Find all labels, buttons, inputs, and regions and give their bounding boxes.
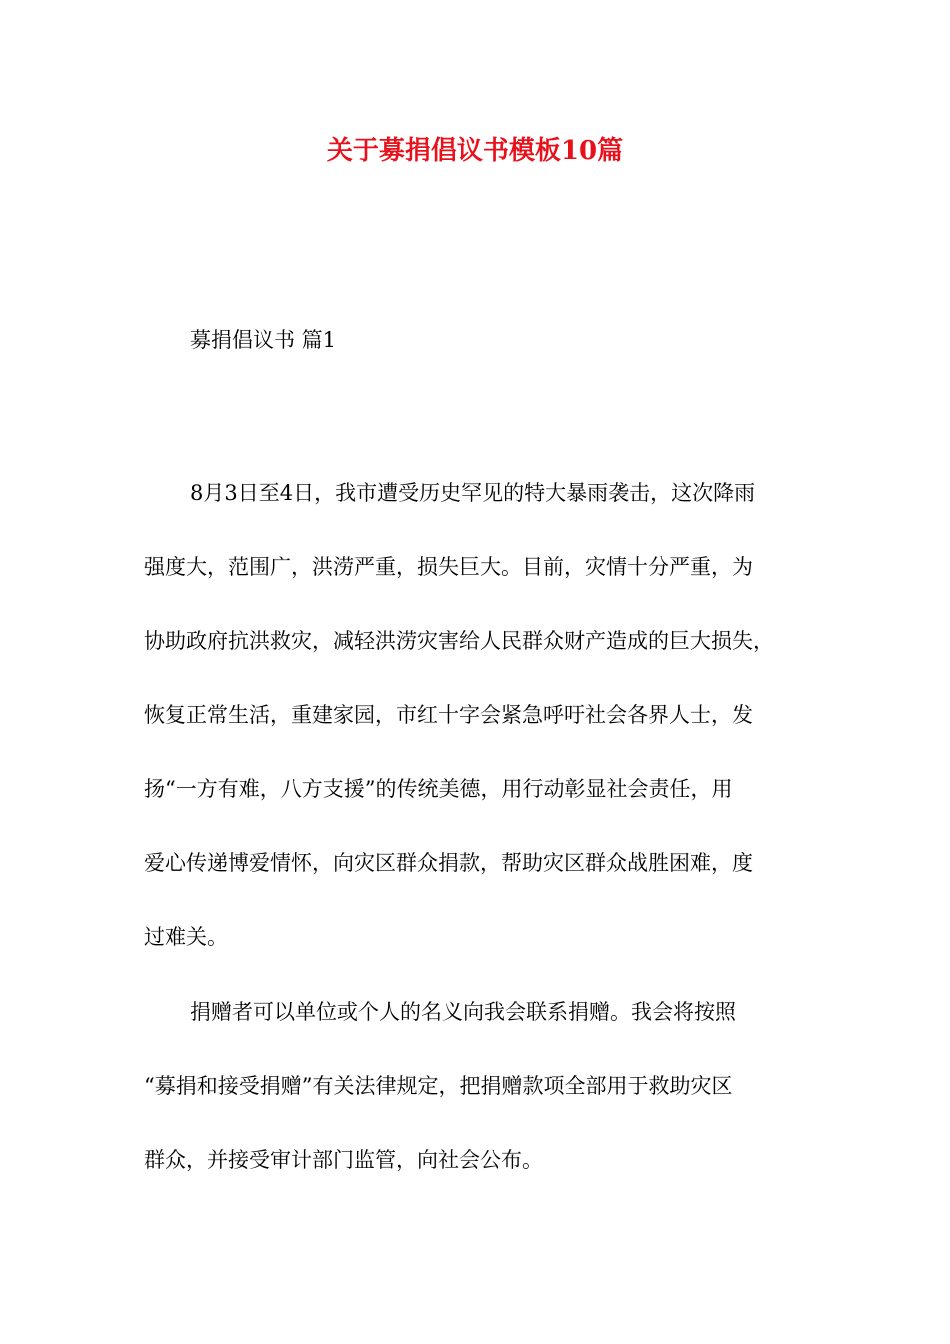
paragraph-1 [144,456,814,974]
paragraph-line: “募捐和接受捐赠”有关法律规定，把捐赠款项全部用于救助灾区 [144,1074,733,1098]
paragraph-line: 8月3日至4日，我市遭受历史罕见的特大暴雨袭击，这次降雨 [190,481,756,505]
paragraph-2 [144,975,814,1197]
paragraph-line: 爱心传递博爱情怀，向灾区群众捐款，帮助灾区群众战胜困难，度 [144,851,753,875]
paragraph-line: 协助政府抗洪救灾，减轻洪涝灾害给人民群众财产造成的巨大损失， [144,629,774,653]
paragraph-line: 强度大，范围广，洪涝严重，损失巨大。目前，灾情十分严重，为 [144,555,753,579]
paragraph-line: 扬“一方有难，八方支援”的传统美德，用行动彰显社会责任，用 [144,777,733,801]
paragraph-line: 恢复正常生活，重建家园，市红十字会紧急呼吁社会各界人士，发 [144,703,753,727]
section-heading: 募捐倡议书 篇1 [190,328,337,352]
paragraph-line: 群众，并接受审计部门监管，向社会公布。 [144,1148,543,1172]
document-title: 关于募捐倡议书模板10篇 [326,136,624,166]
paragraph-line: 过难关。 [144,925,228,949]
paragraph-line: 捐赠者可以单位或个人的名义向我会联系捐赠。我会将按照 [190,1000,736,1024]
